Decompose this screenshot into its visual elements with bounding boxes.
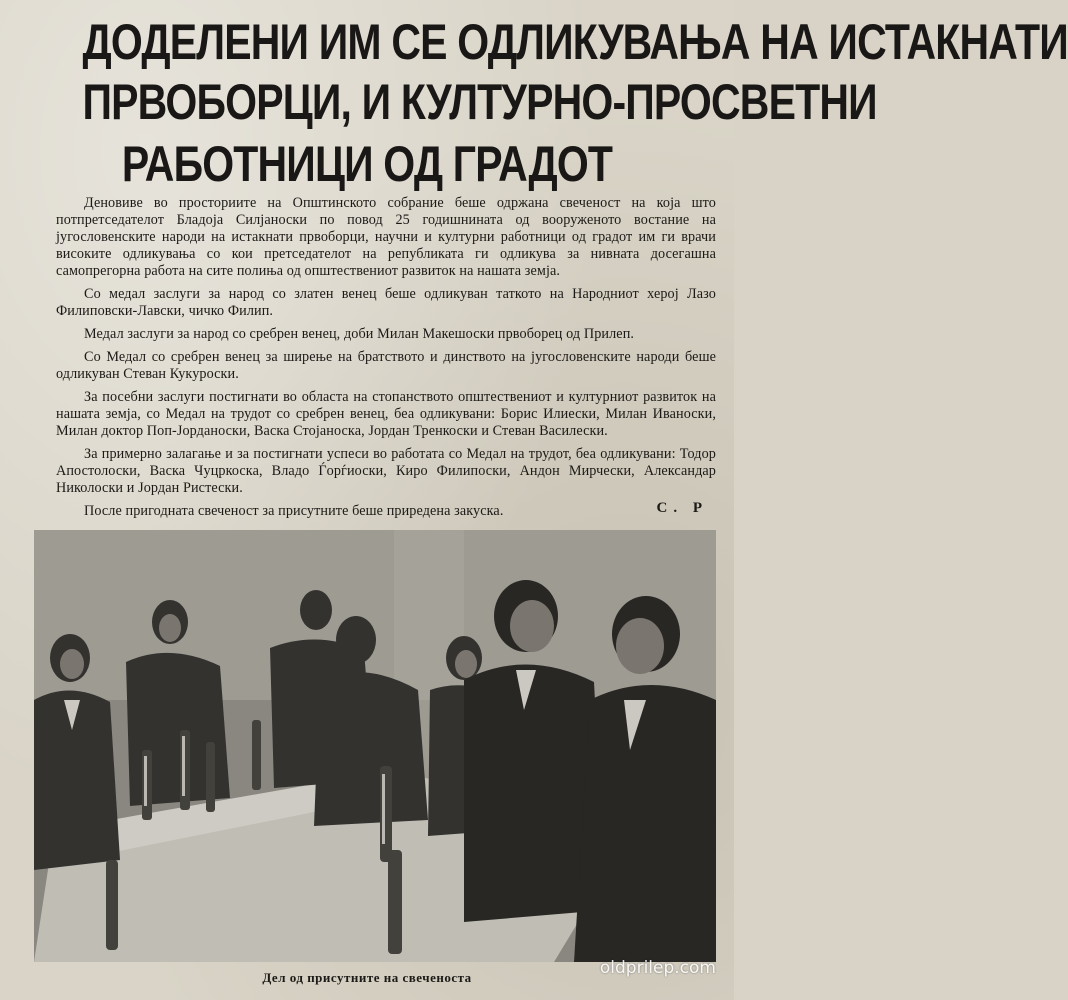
- author-signature: С. Р: [656, 500, 708, 516]
- article-body: [56, 195, 716, 526]
- headline-line-1: ДОДЕЛЕНИ ИМ СЕ ОДЛИКУВАЊА НА ИСТАКНАТИ: [82, 14, 1068, 70]
- ceremony-photo-illustration: [34, 530, 716, 962]
- article-paragraph: Деновиве во просториите на Општинското собрание беше одржана свеченост на која што потпретседателот Бладоја Силјаноски по повод 25 годишнината од вооруженото востание на југословенските народи на истакнати првоборци, научни и културни работници од градот им ги врачи високите одликувања со кои претседателот на републиката ги одликува за нивната досегашна самопрегорна работа на сите полиња од општествениот развиток на нашата земја.: [56, 195, 716, 279]
- headline-line-3: РАБОТНИЦИ ОД ГРАДОТ: [121, 136, 613, 192]
- article-paragraph: После пригодната свеченост за присутните беше приредена закуска.: [84, 503, 504, 519]
- article-paragraph: За примерно залагање и за постигнати успеси во работата со Медал на трудот, беа одликувани: Тодор Апостолоски, Васка Чуцркоска, Владо Ѓорѓиоски, Киро Филипоски, Андон Мирчески, Александар Николоски и Јордан Ристески.: [56, 446, 716, 496]
- ceremony-photo: [34, 530, 716, 962]
- article-paragraph: За посебни заслуги постигнати во областа на стопанството општествениот и културниот развиток на нашата земја, со Медал на трудот со сребрен венец, беа одликувани: Борис Илиески, Милан Иваноски, Милан доктор Поп-Јорданоски, Васка Стојаноска, Јордан Тренкоски и Стеван Василески.: [56, 389, 716, 439]
- article-paragraph: Со медал заслуги за народ со златен венец беше одликуван таткото на Народниот херој Лазо Филиповски-Лавски, чичко Филип.: [56, 286, 716, 319]
- article-paragraph: Медал заслуги за народ со сребрен венец, доби Милан Макешоски првоборец од Прилеп.: [84, 326, 635, 342]
- article-paragraph: Со Медал со сребрен венец за ширење на братството и динството на југословенските народи беше одликуван Стеван Кукуроски.: [56, 349, 716, 382]
- headline-line-2: ПРВОБОРЦИ, И КУЛТУРНО-ПРОСВЕТНИ: [82, 74, 877, 130]
- photo-caption: Дел од присутните на свеченоста: [262, 970, 472, 985]
- watermark: oldprilep.com: [599, 958, 716, 978]
